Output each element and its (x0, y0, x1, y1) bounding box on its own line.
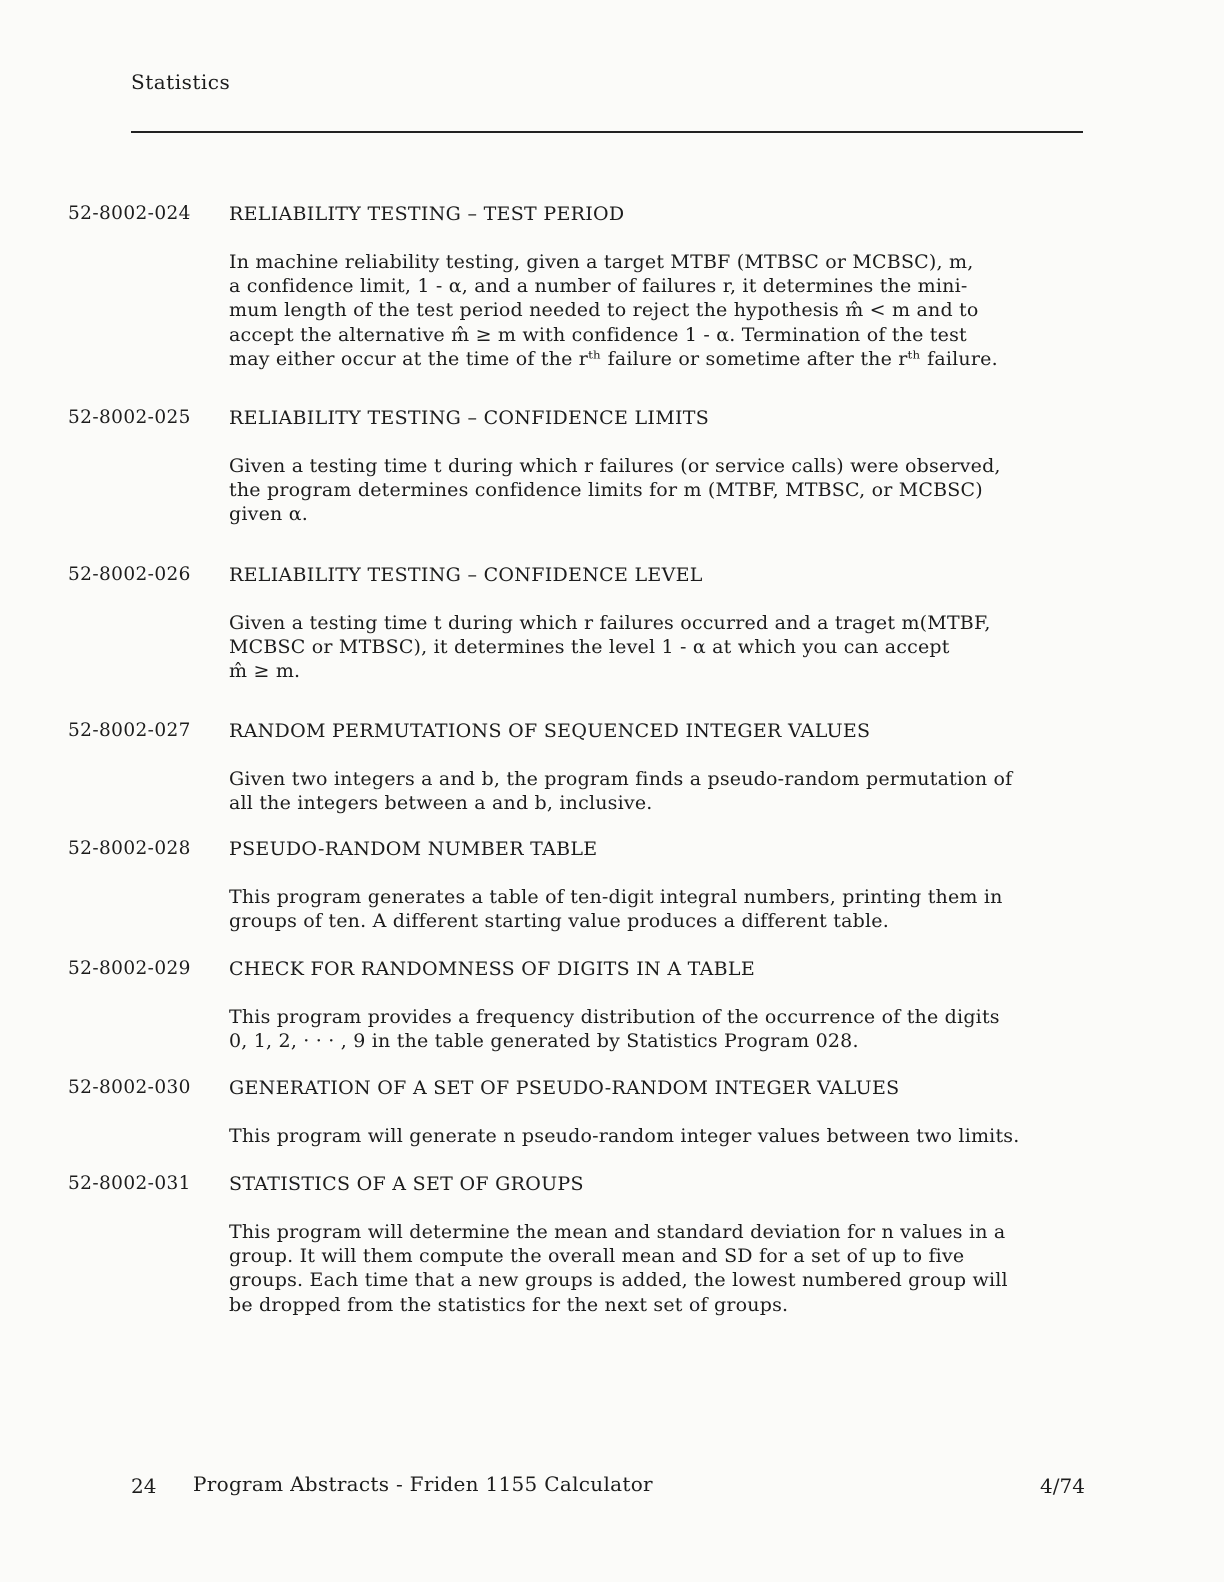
program-title: CHECK FOR RANDOMNESS OF DIGITS IN A TABLE (229, 958, 755, 980)
program-code: 52-8002-024 (68, 203, 191, 224)
program-title: RELIABILITY TESTING – CONFIDENCE LIMITS (229, 407, 710, 429)
program-description: Given a testing time t during which r failures (or service calls) were observed, the program determines confidence limits for m (MTBF, MTBSC, or MCBSC) given α. (229, 455, 1001, 526)
footer-date: 4/74 (1040, 1474, 1085, 1498)
program-code: 52-8002-029 (68, 958, 191, 979)
program-code: 52-8002-027 (68, 720, 191, 741)
program-title: STATISTICS OF A SET OF GROUPS (229, 1173, 584, 1195)
program-title: PSEUDO-RANDOM NUMBER TABLE (229, 838, 598, 860)
program-description: This program generates a table of ten-digit integral numbers, printing them in groups of ten. A different starting value produces a different table. (229, 886, 1003, 933)
page-number: 24 (131, 1474, 157, 1498)
program-code: 52-8002-030 (68, 1077, 191, 1098)
program-description: In machine reliability testing, given a target MTBF (MTBSC or MCBSC), m, a confidence limit, 1 - α, and a number of failures r, it determines the mini- mum length of the test period needed to reject the hypothesis m̂ < m and to accept the alternative m̂ ≥ m with confidence 1 - α. Termination of the test may either occur at the time of the rᵗʰ failure or sometime after the rᵗʰ failure. (229, 251, 998, 370)
program-title: RELIABILITY TESTING – TEST PERIOD (229, 203, 625, 225)
program-code: 52-8002-025 (68, 407, 191, 428)
program-description: This program will determine the mean and standard deviation for n values in a group. It will them compute the overall mean and SD for a set of up to five groups. Each time that a new groups is added, the lowest numbered group will be dropped from the statistics for the next set of groups. (229, 1221, 1008, 1316)
program-code: 52-8002-031 (68, 1173, 191, 1194)
program-title: RELIABILITY TESTING – CONFIDENCE LEVEL (229, 564, 703, 586)
program-code: 52-8002-026 (68, 564, 191, 585)
footer-document-title: Program Abstracts - Friden 1155 Calculator (193, 1472, 653, 1496)
program-description: This program will generate n pseudo-random integer values between two limits. (229, 1125, 1020, 1147)
program-title: GENERATION OF A SET OF PSEUDO-RANDOM INTEGER VALUES (229, 1077, 900, 1099)
section-header: Statistics (131, 70, 231, 94)
program-title: RANDOM PERMUTATIONS OF SEQUENCED INTEGER VALUES (229, 720, 871, 742)
program-description: Given a testing time t during which r failures occurred and a traget m(MTBF, MCBSC or MTBSC), it determines the level 1 - α at which you can accept m̂ ≥ m. (229, 612, 991, 683)
program-code: 52-8002-028 (68, 838, 191, 859)
program-description: This program provides a frequency distribution of the occurrence of the digits 0, 1, 2, · · · , 9 in the table generated by Statistics Program 028. (229, 1006, 1000, 1053)
program-description: Given two integers a and b, the program finds a pseudo-random permutation of all the integers between a and b, inclusive. (229, 768, 1013, 815)
header-rule (131, 131, 1083, 133)
